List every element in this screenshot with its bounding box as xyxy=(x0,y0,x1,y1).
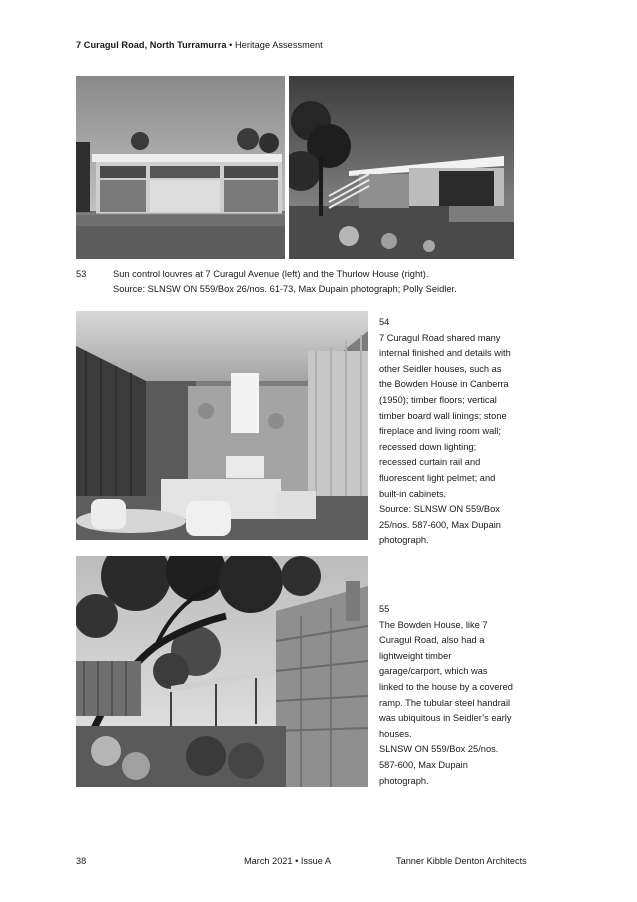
figure-55-line: linked to the house by a covered xyxy=(379,681,513,692)
figure-54-line: fluorescent light pelmet; and xyxy=(379,472,496,483)
photo-curagul-exterior xyxy=(76,76,285,259)
figure-55-line: photograph. xyxy=(379,775,429,786)
figure-54-line: fireplace and living room wall; xyxy=(379,426,501,437)
figure-55-line: The Bowden House, like 7 xyxy=(379,619,488,630)
figure-55-line: houses. xyxy=(379,728,412,739)
photo-interior-living-room xyxy=(76,311,368,540)
header-separator: • xyxy=(229,40,233,50)
header-subtitle: Heritage Assessment xyxy=(235,40,323,50)
figure-54-line: (1950); timber floors; vertical xyxy=(379,394,497,405)
figure-53-number: 53 xyxy=(76,269,87,279)
figure-54-line: other Seidler houses, such as xyxy=(379,363,502,374)
figure-53-caption-line: Sun control louvres at 7 Curagul Avenue (left) and the Thurlow House (right). xyxy=(113,269,429,279)
figure-54-line: recessed curtain rail and xyxy=(379,457,481,468)
figure-54-line: 7 Curagul Road shared many xyxy=(379,332,501,343)
photo-thurlow-house xyxy=(289,76,514,259)
figure-54-line: timber board wall linings; stone xyxy=(379,410,507,421)
running-header xyxy=(76,40,323,50)
figure-55-line: 587-600, Max Dupain xyxy=(379,759,468,770)
figure-55-line: lightweight timber xyxy=(379,650,452,661)
footer-separator: • xyxy=(295,856,299,866)
footer-date: March 2021 xyxy=(244,856,293,866)
figure-54-line: recessed down lighting; xyxy=(379,441,477,452)
figure-55-line: was ubiquitous in Seidler’s early xyxy=(379,713,512,724)
footer-issue: Issue A xyxy=(300,856,332,866)
figure-55-line: Curagul Road, also had a xyxy=(379,635,485,646)
figure-54-number: 54 xyxy=(379,317,390,327)
figure-53-caption xyxy=(113,267,457,296)
footer-firm: Tanner Kibble Denton Architects xyxy=(396,856,527,866)
figure-54-line: the Bowden House in Canberra xyxy=(379,379,509,390)
figure-55-number: 55 xyxy=(379,604,390,614)
figure-54-line: photograph. xyxy=(379,535,429,546)
figure-53-caption-source: Source: SLNSW ON 559/Box 26/nos. 61-73, Max Dupain photograph; Polly Seidler. xyxy=(113,283,457,294)
footer-issue-info xyxy=(244,856,331,866)
figure-54-line: built-in cabinets. xyxy=(379,488,447,499)
figure-55-line: ramp. The tubular steel handrail xyxy=(379,697,511,708)
figure-54-line: 25/nos. 587-600, Max Dupain xyxy=(379,519,501,530)
page-number: 38 xyxy=(76,856,87,866)
figure-55-line: SLNSW ON 559/Box 25/nos. xyxy=(379,744,499,755)
figure-54-caption xyxy=(379,315,529,549)
figure-54-line: internal finished and details with xyxy=(379,348,511,359)
photo-bowden-house xyxy=(76,556,368,787)
figure-54-line: Source: SLNSW ON 559/Box xyxy=(379,504,500,515)
figure-55-caption xyxy=(379,602,529,789)
header-title: 7 Curagul Road, North Turramurra xyxy=(76,40,227,50)
figure-55-line: garage/carport, which was xyxy=(379,666,488,677)
